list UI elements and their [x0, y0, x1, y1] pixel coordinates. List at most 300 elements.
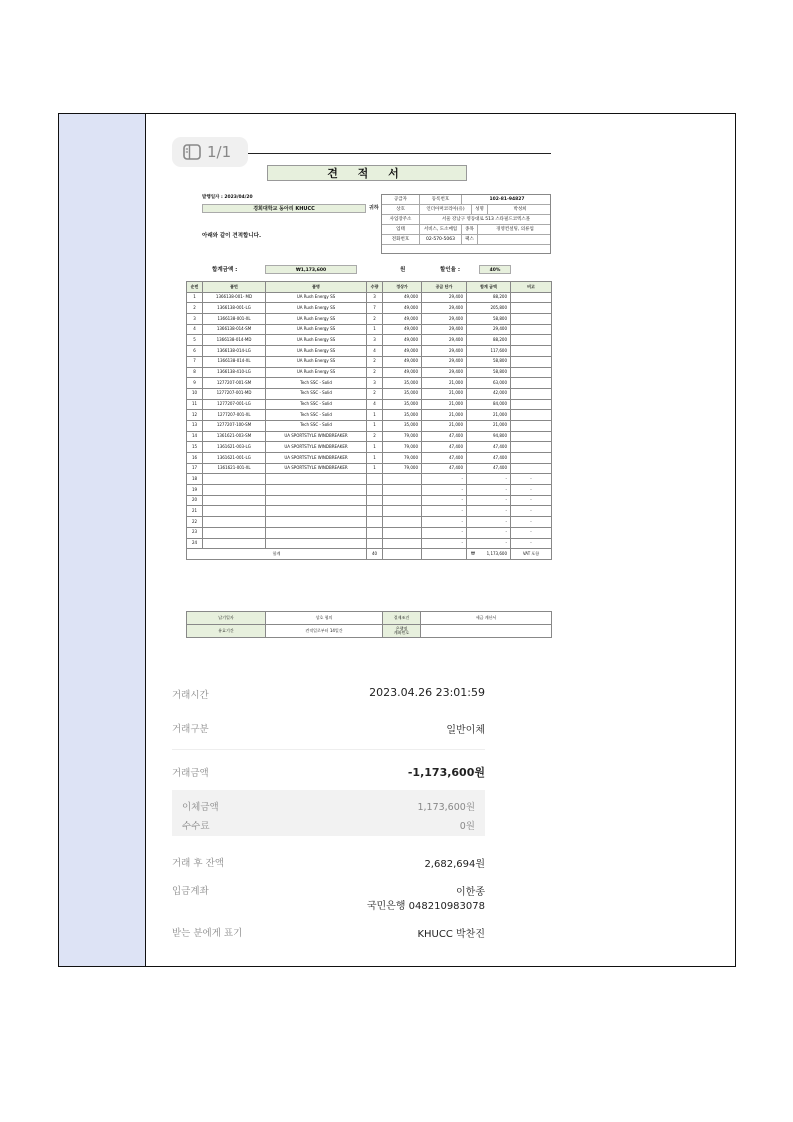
table-cell: 94,800 [467, 431, 511, 442]
table-cell: - [467, 538, 511, 549]
table-cell: Tech SSC - Solid [266, 420, 367, 431]
page-count: 1/1 [207, 143, 232, 161]
table-cell [266, 506, 367, 517]
table-cell: 1361621-003-SM [203, 431, 266, 442]
table-cell: UA SPORTSTYLE WINDBREAKER [266, 463, 367, 474]
table-cell: UA Rush Energy SS [266, 335, 367, 346]
table-cell [203, 485, 266, 496]
table-cell: 47,400 [467, 442, 511, 453]
fax [478, 235, 552, 245]
table-cell: - [422, 538, 467, 549]
table-cell: 5 [187, 335, 203, 346]
table-cell: - [467, 517, 511, 528]
fee-label: 수수료 [182, 821, 210, 832]
table-cell: 58,800 [467, 367, 511, 378]
table-cell: 18 [187, 474, 203, 485]
business-item: 경영컨설팅, 의류업 [496, 227, 534, 232]
table-cell: - [511, 474, 552, 485]
account-holder: 이한종 [456, 887, 485, 898]
table-row [187, 474, 552, 485]
table-cell: 47,400 [422, 463, 467, 474]
table-cell: UA Rush Energy SS [266, 292, 367, 303]
amount-row [172, 765, 485, 781]
table-cell: 7 [187, 356, 203, 367]
table-cell: 21,000 [422, 420, 467, 431]
table-cell: 1366138-014-LG [203, 346, 266, 357]
table-cell [203, 538, 266, 549]
memo-label: 받는 분에게 표기 [172, 928, 243, 939]
table-cell [383, 495, 422, 506]
table-cell [511, 431, 552, 442]
table-row [187, 517, 552, 528]
table-cell [383, 485, 422, 496]
table-cell: 1361621-001-XL [203, 463, 266, 474]
table-cell: 49,000 [383, 303, 422, 314]
table-cell [266, 517, 367, 528]
terms-row-2 [187, 625, 552, 638]
table-cell: - [467, 495, 511, 506]
ceo-name: 박성희 [513, 207, 527, 212]
table-cell: - [467, 474, 511, 485]
table-cell: 29,400 [422, 314, 467, 325]
table-cell: 1 [187, 292, 203, 303]
table-cell [511, 388, 552, 399]
document-pages-icon [183, 144, 201, 160]
table-row [187, 346, 552, 357]
table-cell [367, 538, 383, 549]
divider [172, 749, 485, 750]
table-cell: 49,000 [383, 367, 422, 378]
table-row [187, 292, 552, 303]
table-cell: 10 [187, 388, 203, 399]
table-cell: Tech SSC - Solid [266, 378, 367, 389]
table-row [187, 335, 552, 346]
sum-vat: VAT 포함 [511, 549, 552, 560]
table-cell [511, 378, 552, 389]
table-cell: - [422, 495, 467, 506]
kind-row [172, 721, 485, 737]
table-cell: 23 [187, 527, 203, 538]
invoice-value: 세금 계산서 [421, 612, 552, 625]
payment-label: 결제조건 [383, 612, 421, 625]
balance-label: 거래 후 잔액 [172, 858, 224, 869]
table-cell [511, 292, 552, 303]
table-cell: 29,400 [422, 335, 467, 346]
table-cell: 29,400 [422, 324, 467, 335]
table-cell: 35,000 [383, 420, 422, 431]
table-cell [266, 495, 367, 506]
account-row [172, 883, 485, 917]
table-cell [383, 527, 422, 538]
table-row [187, 463, 552, 474]
column-header: 수량 [367, 282, 383, 293]
table-cell: 205,800 [467, 303, 511, 314]
table-cell: UA SPORTSTYLE WINDBREAKER [266, 442, 367, 453]
page-frame [58, 113, 736, 967]
time-row [172, 687, 485, 703]
table-cell [266, 538, 367, 549]
table-row [187, 442, 552, 453]
validity-value: 견적일로부터 14일간 [266, 625, 383, 638]
table-cell: 1277207-001-LG [203, 399, 266, 410]
table-cell: 21,000 [422, 399, 467, 410]
column-header: 합계 금액 [467, 282, 511, 293]
table-cell: 88,200 [467, 335, 511, 346]
recipient-name: 경희대학교 동아리 KHUCC [202, 204, 366, 213]
table-cell: - [422, 517, 467, 528]
amount-label: 거래금액 [172, 768, 209, 779]
table-cell: - [422, 527, 467, 538]
terms-row-1 [187, 612, 552, 625]
table-cell: 2 [187, 303, 203, 314]
table-cell: 17 [187, 463, 203, 474]
table-cell [511, 367, 552, 378]
table-cell: 1277207-001-SM [203, 378, 266, 389]
won-label: 원 [400, 267, 406, 273]
table-cell: 20 [187, 495, 203, 506]
table-cell: 1361621-001-LG [203, 453, 266, 464]
table-cell: 88,200 [467, 292, 511, 303]
table-cell: 1 [367, 324, 383, 335]
column-header: 순번 [187, 282, 203, 293]
company-label: 상호 [382, 205, 420, 215]
table-cell: - [511, 506, 552, 517]
table-cell: - [511, 495, 552, 506]
table-cell [383, 474, 422, 485]
table-cell [266, 527, 367, 538]
table-cell: 14 [187, 431, 203, 442]
table-cell: 8 [187, 367, 203, 378]
column-header: 비고 [511, 282, 552, 293]
table-cell: - [467, 527, 511, 538]
table-cell: 3 [367, 378, 383, 389]
total-label: 합계금액 : [212, 267, 238, 273]
table-cell: 4 [367, 399, 383, 410]
sum-row [187, 549, 552, 560]
table-cell: 1366138-001- MD [203, 292, 266, 303]
table-cell [367, 527, 383, 538]
sum-currency: ₩ [471, 550, 475, 556]
table-cell: UA SPORTSTYLE WINDBREAKER [266, 431, 367, 442]
table-cell: 21,000 [422, 378, 467, 389]
items-table [186, 281, 552, 560]
discount-label: 할인율 : [440, 267, 461, 273]
column-header: 품명 [266, 282, 367, 293]
fee-breakdown [172, 790, 485, 836]
table-cell: 49,000 [383, 324, 422, 335]
table-cell: 1277207-100-SM [203, 420, 266, 431]
quote-title: 견 적 서 [267, 165, 467, 181]
fee-value: 0원 [459, 821, 475, 832]
address-label: 사업장주소 [382, 215, 420, 225]
table-cell: 42,000 [467, 388, 511, 399]
table-cell: 35,000 [383, 388, 422, 399]
table-cell [203, 495, 266, 506]
table-cell: 47,400 [422, 442, 467, 453]
sum-label: 합계 [187, 549, 367, 560]
table-cell [383, 506, 422, 517]
table-cell [367, 517, 383, 528]
memo-row [172, 925, 485, 941]
account-info-value [421, 625, 552, 638]
balance-value: 2,682,694원 [424, 859, 485, 870]
table-cell: 2 [367, 367, 383, 378]
page-indicator[interactable] [172, 137, 248, 167]
transfer-value: 1,173,600원 [417, 802, 475, 813]
table-row [187, 420, 552, 431]
table-cell: 49,000 [383, 335, 422, 346]
table-cell: 21 [187, 506, 203, 517]
sum-amount: 1,173,600 [486, 550, 507, 556]
table-row [187, 453, 552, 464]
table-cell: 1361621-003-LG [203, 442, 266, 453]
table-cell: 49,000 [383, 292, 422, 303]
table-row [187, 506, 552, 517]
table-cell: Tech SSC - Solid [266, 399, 367, 410]
table-cell: 29,400 [422, 356, 467, 367]
table-cell: 4 [367, 346, 383, 357]
table-cell: 2 [367, 314, 383, 325]
table-cell: 13 [187, 420, 203, 431]
table-cell: Tech SSC - Solid [266, 410, 367, 421]
account-label: 입금계좌 [172, 886, 209, 897]
sum-empty-cell [422, 549, 467, 560]
table-cell [367, 485, 383, 496]
account-info-label: 은행명 계좌번호 [383, 625, 421, 638]
table-cell: 24 [187, 538, 203, 549]
column-header: 정상가 [383, 282, 422, 293]
table-cell: 2 [367, 431, 383, 442]
tel: 02-570-5063 [420, 235, 462, 245]
ceo-label: 성명 [472, 205, 488, 215]
table-row [187, 303, 552, 314]
table-cell: 47,400 [467, 463, 511, 474]
table-cell: 15 [187, 442, 203, 453]
table-cell [511, 303, 552, 314]
table-cell: - [422, 474, 467, 485]
table-cell [266, 474, 367, 485]
table-cell: 6 [187, 346, 203, 357]
terms-table [186, 611, 552, 638]
table-cell: UA Rush Energy SS [266, 367, 367, 378]
table-cell [511, 453, 552, 464]
table-cell: 35,000 [383, 410, 422, 421]
delivery-label: 납기일자 [187, 612, 266, 625]
table-cell [383, 517, 422, 528]
reg-no-label: 등록번호 [420, 195, 462, 205]
table-cell: 1366138-014-MD [203, 335, 266, 346]
table-cell: 1 [367, 410, 383, 421]
table-row [187, 378, 552, 389]
table-cell: 47,400 [422, 431, 467, 442]
table-cell [383, 538, 422, 549]
table-cell: 49,000 [383, 356, 422, 367]
amount-value: -1,173,600원 [407, 766, 485, 779]
reg-no: 102-81-94827 [489, 197, 525, 202]
table-row [187, 495, 552, 506]
supplier-table [381, 194, 551, 254]
company-name: 언더아머코리아(유) [420, 205, 472, 215]
table-cell [203, 517, 266, 528]
table-cell: UA SPORTSTYLE WINDBREAKER [266, 453, 367, 464]
table-cell: 16 [187, 453, 203, 464]
table-cell [511, 463, 552, 474]
table-cell: 19 [187, 485, 203, 496]
table-cell: 58,800 [467, 356, 511, 367]
kind-value: 일반이체 [446, 725, 485, 736]
table-cell: 49,000 [383, 314, 422, 325]
tel-label: 전화번호 [382, 235, 420, 245]
business-type-label: 업태 [382, 225, 420, 235]
sum-amount-cell [467, 549, 511, 560]
table-cell [511, 324, 552, 335]
table-cell: 79,000 [383, 463, 422, 474]
table-row [187, 356, 552, 367]
table-cell [511, 356, 552, 367]
table-cell: 29,400 [467, 324, 511, 335]
table-cell: 47,400 [422, 453, 467, 464]
table-cell: 47,400 [467, 453, 511, 464]
table-cell: 1277207-001-MD [203, 388, 266, 399]
table-cell: 1 [367, 442, 383, 453]
memo-value: KHUCC 박찬진 [417, 929, 485, 940]
table-cell: 117,600 [467, 346, 511, 357]
table-cell: 58,800 [467, 314, 511, 325]
table-cell: 21,000 [422, 410, 467, 421]
table-cell: 35,000 [383, 378, 422, 389]
table-cell: 3 [187, 314, 203, 325]
table-cell [367, 474, 383, 485]
address: 서울 강남구 영동대로 513 스타필드코엑스몰 [441, 217, 531, 222]
fax-label: 팩스 [462, 235, 478, 245]
table-cell: UA Rush Energy SS [266, 324, 367, 335]
table-cell: 1366138-014-XL [203, 356, 266, 367]
table-cell [511, 335, 552, 346]
table-cell [511, 399, 552, 410]
table-cell [511, 442, 552, 453]
table-cell: 79,000 [383, 431, 422, 442]
quote-top-rule [248, 153, 551, 154]
table-cell: 29,400 [422, 292, 467, 303]
table-cell: 11 [187, 399, 203, 410]
issue-date: 발행일자 : 2023/04/20 [202, 195, 253, 200]
table-cell: 1366138-014-SM [203, 324, 266, 335]
delivery-value: 상호 협의 [266, 612, 383, 625]
sum-qty: 40 [367, 549, 383, 560]
table-cell: UA Rush Energy SS [266, 346, 367, 357]
kind-label: 거래구분 [172, 724, 209, 735]
table-row [187, 485, 552, 496]
time-label: 거래시간 [172, 690, 209, 701]
quotation-sheet [186, 166, 551, 636]
table-row [187, 538, 552, 549]
table-cell: 1 [367, 463, 383, 474]
table-cell: UA Rush Energy SS [266, 303, 367, 314]
table-cell: 21,000 [467, 410, 511, 421]
table-cell: 1366138-410-LG [203, 367, 266, 378]
table-row [187, 314, 552, 325]
table-cell: - [422, 506, 467, 517]
table-row [187, 367, 552, 378]
table-cell: - [467, 506, 511, 517]
table-cell: 1277207-001-XL [203, 410, 266, 421]
table-cell: - [467, 485, 511, 496]
table-cell: - [511, 485, 552, 496]
table-cell: 21,000 [422, 388, 467, 399]
supplier-section-label: 공급자 [382, 195, 420, 205]
table-cell [511, 410, 552, 421]
table-cell: 22 [187, 517, 203, 528]
table-cell: - [511, 517, 552, 528]
sum-empty-cell [383, 549, 422, 560]
table-row [187, 431, 552, 442]
table-cell: 2 [367, 356, 383, 367]
total-value: ₩1,173,600 [265, 265, 357, 274]
table-cell: 29,400 [422, 367, 467, 378]
left-column [59, 114, 146, 966]
table-cell: - [511, 538, 552, 549]
table-cell: 29,400 [422, 303, 467, 314]
transfer-label: 이체금액 [182, 802, 219, 813]
table-row [187, 410, 552, 421]
table-cell: 7 [367, 303, 383, 314]
table-cell: 21,000 [467, 420, 511, 431]
table-cell: - [422, 485, 467, 496]
items-header-row [187, 282, 552, 293]
discount-value: 40% [479, 265, 511, 274]
table-cell: 12 [187, 410, 203, 421]
balance-row [172, 855, 485, 871]
business-item-label: 종목 [462, 225, 478, 235]
table-row [187, 399, 552, 410]
table-cell: 4 [187, 324, 203, 335]
time-value: 2023.04.26 23:01:59 [369, 686, 485, 699]
account-number: 국민은행 048210983078 [366, 901, 485, 912]
table-cell: 84,000 [467, 399, 511, 410]
table-cell: 3 [367, 292, 383, 303]
table-cell [367, 495, 383, 506]
table-cell [203, 474, 266, 485]
table-cell [511, 346, 552, 357]
column-header: 품번 [203, 282, 266, 293]
table-cell: 1366138-001-XL [203, 314, 266, 325]
table-cell: 1 [367, 420, 383, 431]
table-cell [203, 506, 266, 517]
table-cell [367, 506, 383, 517]
table-cell [511, 314, 552, 325]
table-cell: 1366138-001-LG [203, 303, 266, 314]
table-cell: UA Rush Energy SS [266, 314, 367, 325]
table-cell: 1 [367, 453, 383, 464]
table-cell: 49,000 [383, 346, 422, 357]
table-cell: 3 [367, 335, 383, 346]
table-cell [511, 420, 552, 431]
table-row [187, 324, 552, 335]
table-cell: UA Rush Energy SS [266, 356, 367, 367]
table-cell: 79,000 [383, 453, 422, 464]
table-cell: - [511, 527, 552, 538]
quote-intro: 아래와 같이 견적합니다. [202, 233, 262, 239]
table-cell: 35,000 [383, 399, 422, 410]
table-cell: 2 [367, 388, 383, 399]
table-row [187, 527, 552, 538]
business-type: 서비스, 도소매업 [420, 225, 462, 235]
table-cell [203, 527, 266, 538]
table-cell: 63,000 [467, 378, 511, 389]
table-cell: 29,400 [422, 346, 467, 357]
column-header: 공급 단가 [422, 282, 467, 293]
table-cell: Tech SSC - Solid [266, 388, 367, 399]
